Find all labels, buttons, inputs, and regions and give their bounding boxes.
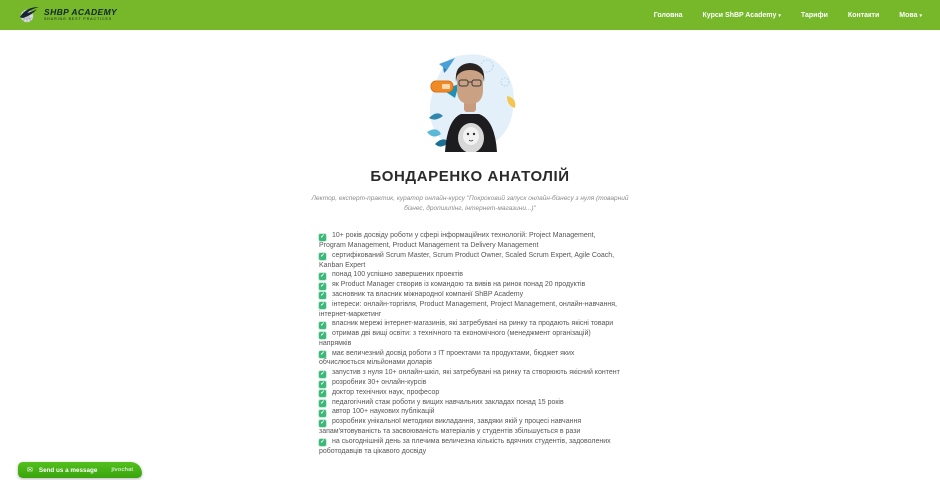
fact-text: доктор технічних наук, професор — [331, 388, 440, 396]
check-icon: ✓ — [320, 419, 325, 426]
check-icon: ✓ — [320, 331, 325, 338]
check-icon: ✓ — [320, 409, 325, 416]
main-nav — [654, 12, 922, 19]
globe-swoosh-icon — [18, 5, 40, 25]
main-content — [0, 30, 940, 480]
facts-list — [319, 231, 621, 456]
logo-tagline: SHARING BEST PRACTICES — [44, 17, 113, 22]
fact-text: власник мережі інтернет-магазинів, які затребувані на ринку та продають якісні товари — [331, 320, 614, 328]
fact-text: автор 100+ наукових публікацій — [331, 408, 435, 416]
nav-item-label: Головна — [653, 11, 683, 19]
portrait-illustration — [421, 48, 519, 152]
fact-item — [319, 368, 621, 378]
fact-text: інтереси: онлайн-торгівля, Product Management, Project Management, онлайн-навчання, інтернет-маркетинг — [319, 300, 617, 318]
fact-item — [319, 378, 621, 388]
nav-item-label: Контакти — [847, 11, 880, 19]
nav-item[interactable] — [654, 12, 683, 19]
fact-text: педагогічний стаж роботи у вищих навчальних закладах понад 15 років — [331, 398, 564, 406]
fact-text: понад 100 успішно завершених проектів — [331, 271, 463, 279]
fact-item — [319, 329, 621, 349]
fact-text: на сьогоднішній день за плечима величезна кількість вдячних студентів, задоволених роботодавців та цікавого досвіду — [319, 437, 611, 455]
fact-item — [319, 290, 621, 300]
chat-message-icon: ✉ — [27, 466, 33, 474]
logo-text — [44, 8, 117, 22]
fact-item — [319, 349, 621, 369]
profile-subtitle: Лектор, експерт-практик, куратор онлайн-курсу "Покроковий запуск онлайн-бізнесу з нуля (товарний бізнес, дропшипінг, інтернет-магазини...)" — [311, 195, 629, 213]
fact-item — [319, 231, 621, 251]
check-icon: ✓ — [320, 292, 325, 299]
chat-widget-label: Send us a message — [38, 466, 98, 474]
fact-item — [319, 407, 621, 417]
nav-item[interactable] — [703, 12, 781, 19]
fact-item — [319, 319, 621, 329]
fact-item — [319, 280, 621, 290]
chevron-down-icon: ▾ — [919, 12, 922, 19]
fact-item — [319, 437, 621, 457]
nav-item-label: Мова — [899, 11, 918, 19]
fact-text: має величезний досвід роботи з ІТ проектами та продуктами, бюджет яких обчислюється мільйонами доларів — [319, 349, 575, 367]
fact-text: як Product Manager створив із командою та вивів на ринок понад 20 продуктів — [331, 281, 586, 289]
page-title: БОНДАРЕНКО АНАТОЛІЙ — [370, 168, 570, 185]
check-icon: ✓ — [320, 351, 325, 358]
fact-item — [319, 300, 621, 320]
fact-item — [319, 251, 621, 271]
logo-title: SHBP ACADEMY — [44, 7, 118, 18]
nav-item[interactable] — [801, 12, 828, 19]
nav-item[interactable] — [899, 12, 922, 19]
chat-widget-brand: jivochat — [111, 467, 134, 473]
nav-item[interactable] — [848, 12, 879, 19]
check-icon: ✓ — [320, 272, 325, 279]
fact-item — [319, 417, 621, 437]
lecturer-photo — [421, 48, 519, 152]
check-icon: ✓ — [320, 439, 325, 446]
check-icon: ✓ — [320, 233, 325, 240]
fact-text: 10+ років досвіду роботи у сфері інформаційних технологій: Project Management, Program Management, Product Management та Delivery Management — [319, 232, 596, 249]
check-icon: ✓ — [320, 400, 325, 407]
nav-item-label: Курси ShBP Academy — [702, 11, 777, 19]
jivochat-widget[interactable] — [18, 462, 142, 478]
fact-item — [319, 398, 621, 408]
site-logo[interactable] — [18, 5, 117, 25]
check-icon: ✓ — [320, 321, 325, 328]
check-icon: ✓ — [320, 302, 325, 309]
check-icon: ✓ — [320, 390, 325, 397]
check-icon: ✓ — [320, 253, 325, 260]
fact-text: розробник 30+ онлайн-курсів — [331, 379, 427, 387]
nav-item-label: Тарифи — [800, 11, 828, 19]
fact-item — [319, 270, 621, 280]
fact-text: отримав дві вищі освіти: з технічного та економічного (менеджмент організацій) напрямків — [319, 330, 591, 347]
fact-text: запустив з нуля 10+ онлайн-шкіл, які затребувані на ринку та створюють якісний контент — [331, 369, 620, 377]
check-icon: ✓ — [320, 370, 325, 377]
fact-text: сертифікований Scrum Master, Scrum Product Owner, Scaled Scrum Expert, Agile Coach, Kanban Expert — [319, 251, 615, 269]
fact-item — [319, 388, 621, 398]
fact-text: засновник та власник міжнародної компанії ShBP Academy — [331, 290, 524, 298]
site-header — [0, 0, 940, 30]
chevron-down-icon: ▾ — [778, 12, 781, 19]
fact-text: розробник унікальної методики викладання, завдяки якій у процесі навчання запам'ятовуваність та засвоюваність матеріалів у студентів збільшується в рази — [319, 418, 582, 436]
check-icon: ✓ — [320, 282, 325, 289]
check-icon: ✓ — [320, 380, 325, 387]
